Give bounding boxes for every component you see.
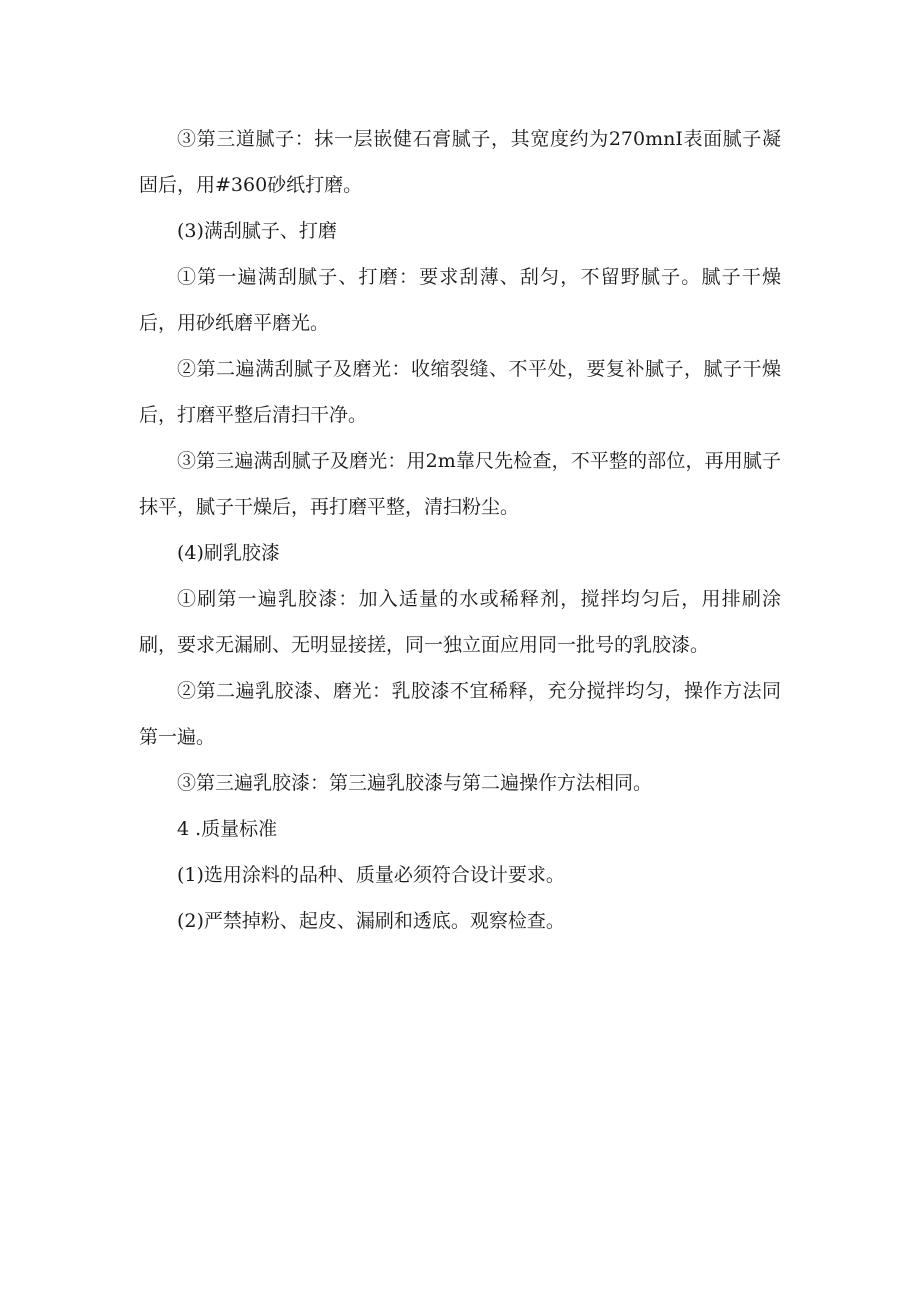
- paragraph-quality-item-1: (1)选用涂料的品种、质量必须符合设计要求。: [177, 864, 565, 886]
- section-heading-full-putty: (3)满刮腻子、打磨: [177, 220, 337, 242]
- paragraph-third-latex-paint: ③第三遍乳胶漆：第三遍乳胶漆与第二遍操作方法相同。: [177, 772, 653, 794]
- section-heading-latex-paint: (4)刷乳胶漆: [177, 542, 280, 564]
- section-heading-quality-standard: 4 .质量标准: [177, 818, 278, 840]
- paragraph-third-full-putty: ③第三遍满刮腻子及磨光：用2m靠尺先检查，不平整的部位，再用腻子抹平，腻子干燥后，再打磨平整，清扫粉尘。: [139, 450, 781, 518]
- paragraph-second-latex-paint: ②第二遍乳胶漆、磨光：乳胶漆不宜稀释，充分搅拌均匀，操作方法同第一遍。: [139, 680, 781, 748]
- paragraph-first-full-putty: ①第一遍满刮腻子、打磨：要求刮薄、刮匀，不留野腻子。腻子干燥后，用砂纸磨平磨光。: [139, 266, 781, 334]
- paragraph-second-full-putty: ②第二遍满刮腻子及磨光：收缩裂缝、不平处，要复补腻子，腻子干燥后，打磨平整后清扫干净。: [139, 358, 781, 426]
- paragraph-third-putty: ③第三道腻子：抹一层嵌健石膏腻子，其宽度约为270mnI表面腻子凝固后，用#360砂纸打磨。: [139, 128, 781, 196]
- document-body: [139, 116, 781, 944]
- paragraph-first-latex-paint: ①刷第一遍乳胶漆：加入适量的水或稀释剂，搅拌均匀后，用排刷涂刷，要求无漏刷、无明显接搓，同一独立面应用同一批号的乳胶漆。: [139, 588, 781, 656]
- paragraph-quality-item-2: (2)严禁掉粉、起皮、漏刷和透底。观察检查。: [177, 910, 565, 932]
